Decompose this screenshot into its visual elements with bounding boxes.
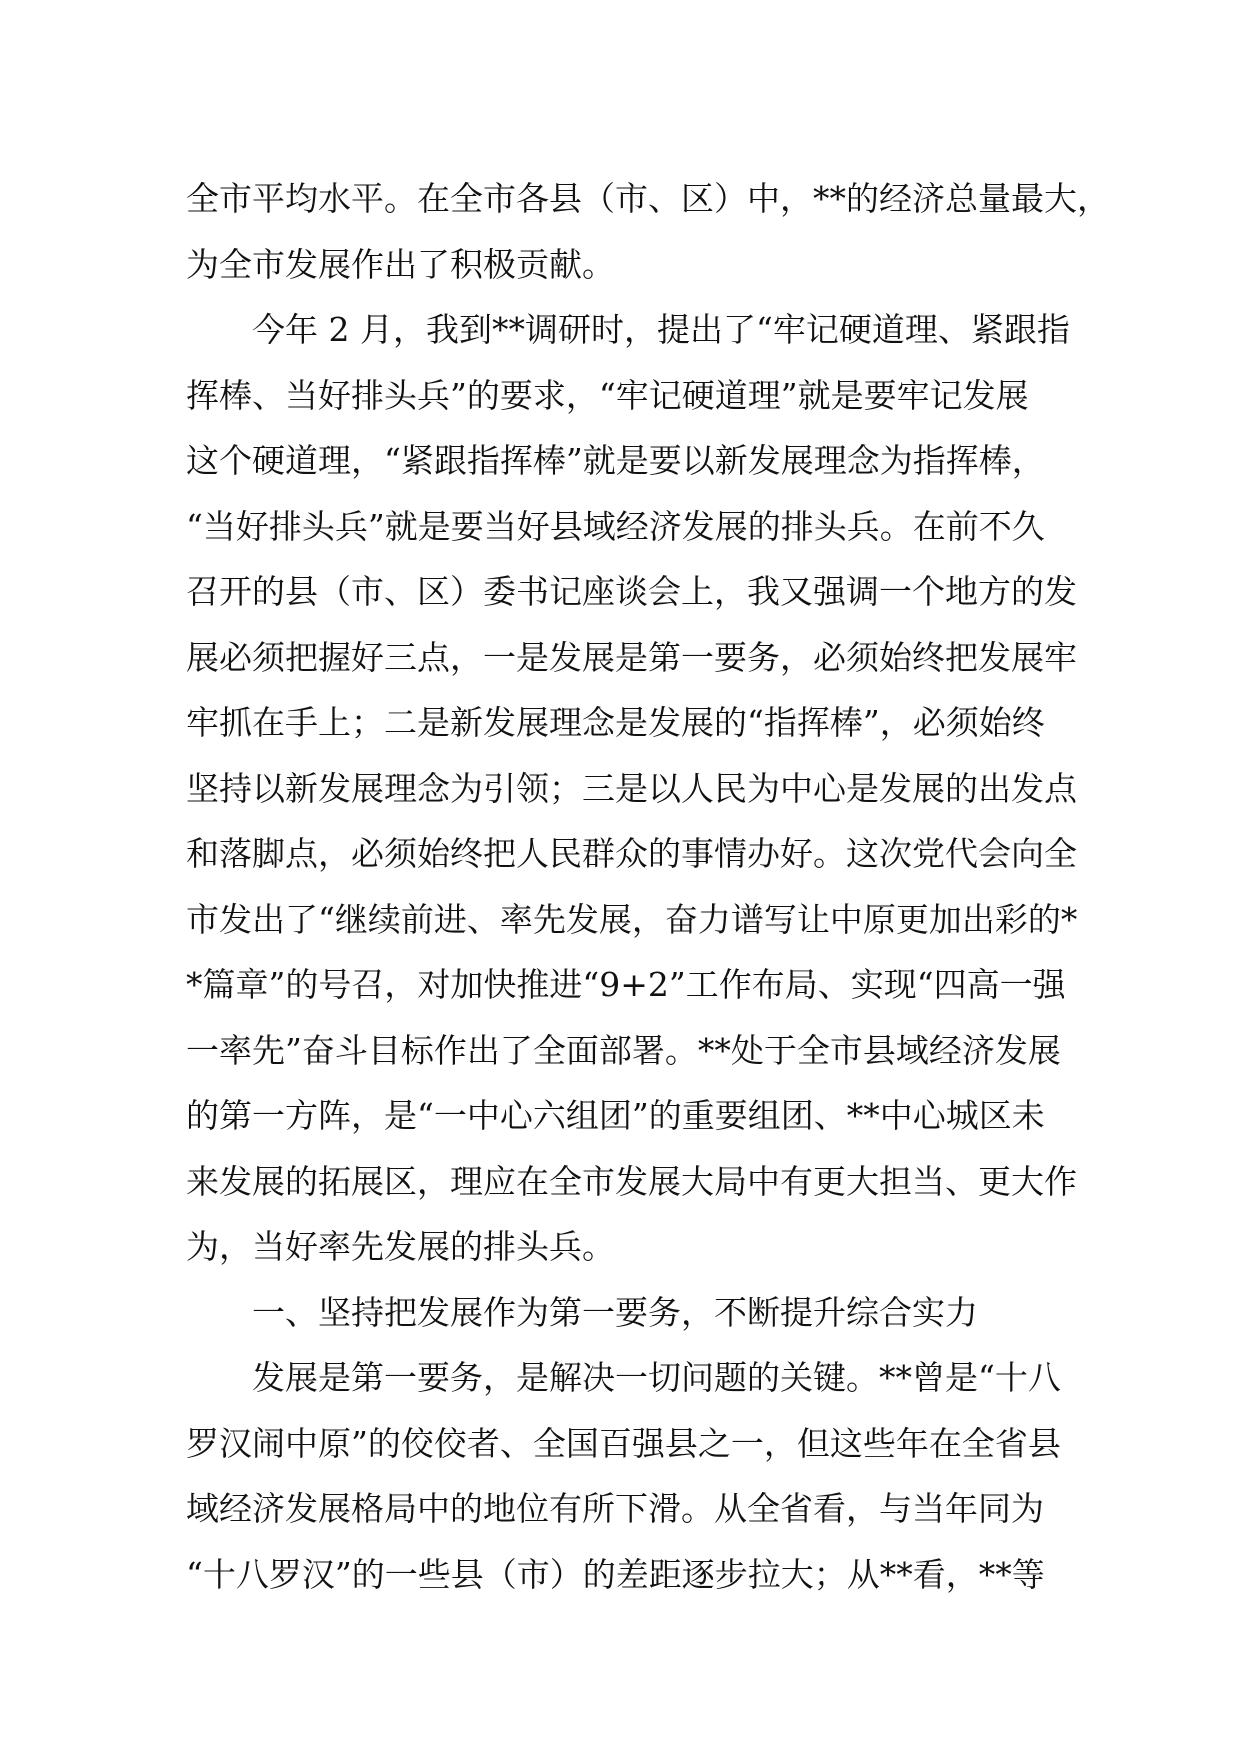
text-line: 域经济发展格局中的地位有所下滑。从全省看，与当年同为: [186, 1489, 1044, 1528]
text-line: 挥棒、当好排头兵”的要求，“牢记硬道理”就是要牢记发展: [186, 375, 1029, 415]
text-line: “当好排头兵”就是要当好县域经济发展的排头兵。在前不久: [186, 506, 1045, 546]
text-line: 来发展的拓展区，理应在全市发展大局中有更大担当、更大作: [186, 1161, 1077, 1201]
body-text: [186, 166, 1110, 1607]
text-line: 和落脚点，必须始终把人民群众的事情办好。这次党代会向全: [186, 834, 1077, 873]
text-line: *篇章”的号召，对加快推进“9+2”工作布局、实现“四高一强: [186, 965, 1066, 1004]
text-line: 坚持以新发展理念为引领；三是以人民为中心是发展的出发点: [186, 768, 1077, 808]
text-line: 牢抓在手上；二是新发展理念是发展的“指挥棒”，必须始终: [186, 703, 1045, 742]
text-line: 的第一方阵，是“一中心六组团”的重要组团、**中心城区未: [186, 1096, 1045, 1135]
text-line: 全市平均水平。在全市各县（市、区）中，**的经济总量最大，: [186, 179, 1110, 218]
text-line: 市发出了“继续前进、率先发展，奋力谱写让中原更加出彩的*: [186, 899, 1078, 939]
text-line: 今年 2 月，我到**调研时，提出了“牢记硬道理、紧跟指: [186, 310, 1070, 349]
text-line: 这个硬道理，“紧跟指挥棒”就是要以新发展理念为指挥棒，: [186, 441, 1045, 480]
text-line: 展必须把握好三点，一是发展是第一要务，必须始终把发展牢: [186, 637, 1077, 677]
text-line: “十八罗汉”的一些县（市）的差距逐步拉大；从**看，**等: [186, 1554, 1045, 1594]
text-line: 召开的县（市、区）委书记座谈会上，我又强调一个地方的发: [186, 572, 1077, 611]
text-line: 发展是第一要务，是解决一切问题的关键。**曾是“十八: [186, 1358, 1061, 1397]
section-heading: 一、坚持把发展作为第一要务，不断提升综合实力: [186, 1292, 978, 1332]
text-line: 为全市发展作出了积极贡献。: [186, 244, 615, 284]
text-line: 一率先”奋斗目标作出了全面部署。**处于全市县域经济发展: [186, 1030, 1061, 1070]
text-line: 为，当好率先发展的排头兵。: [186, 1227, 615, 1266]
text-line: 罗汉闹中原”的佼佼者、全国百强县之一，但这些年在全省县: [186, 1423, 1061, 1463]
